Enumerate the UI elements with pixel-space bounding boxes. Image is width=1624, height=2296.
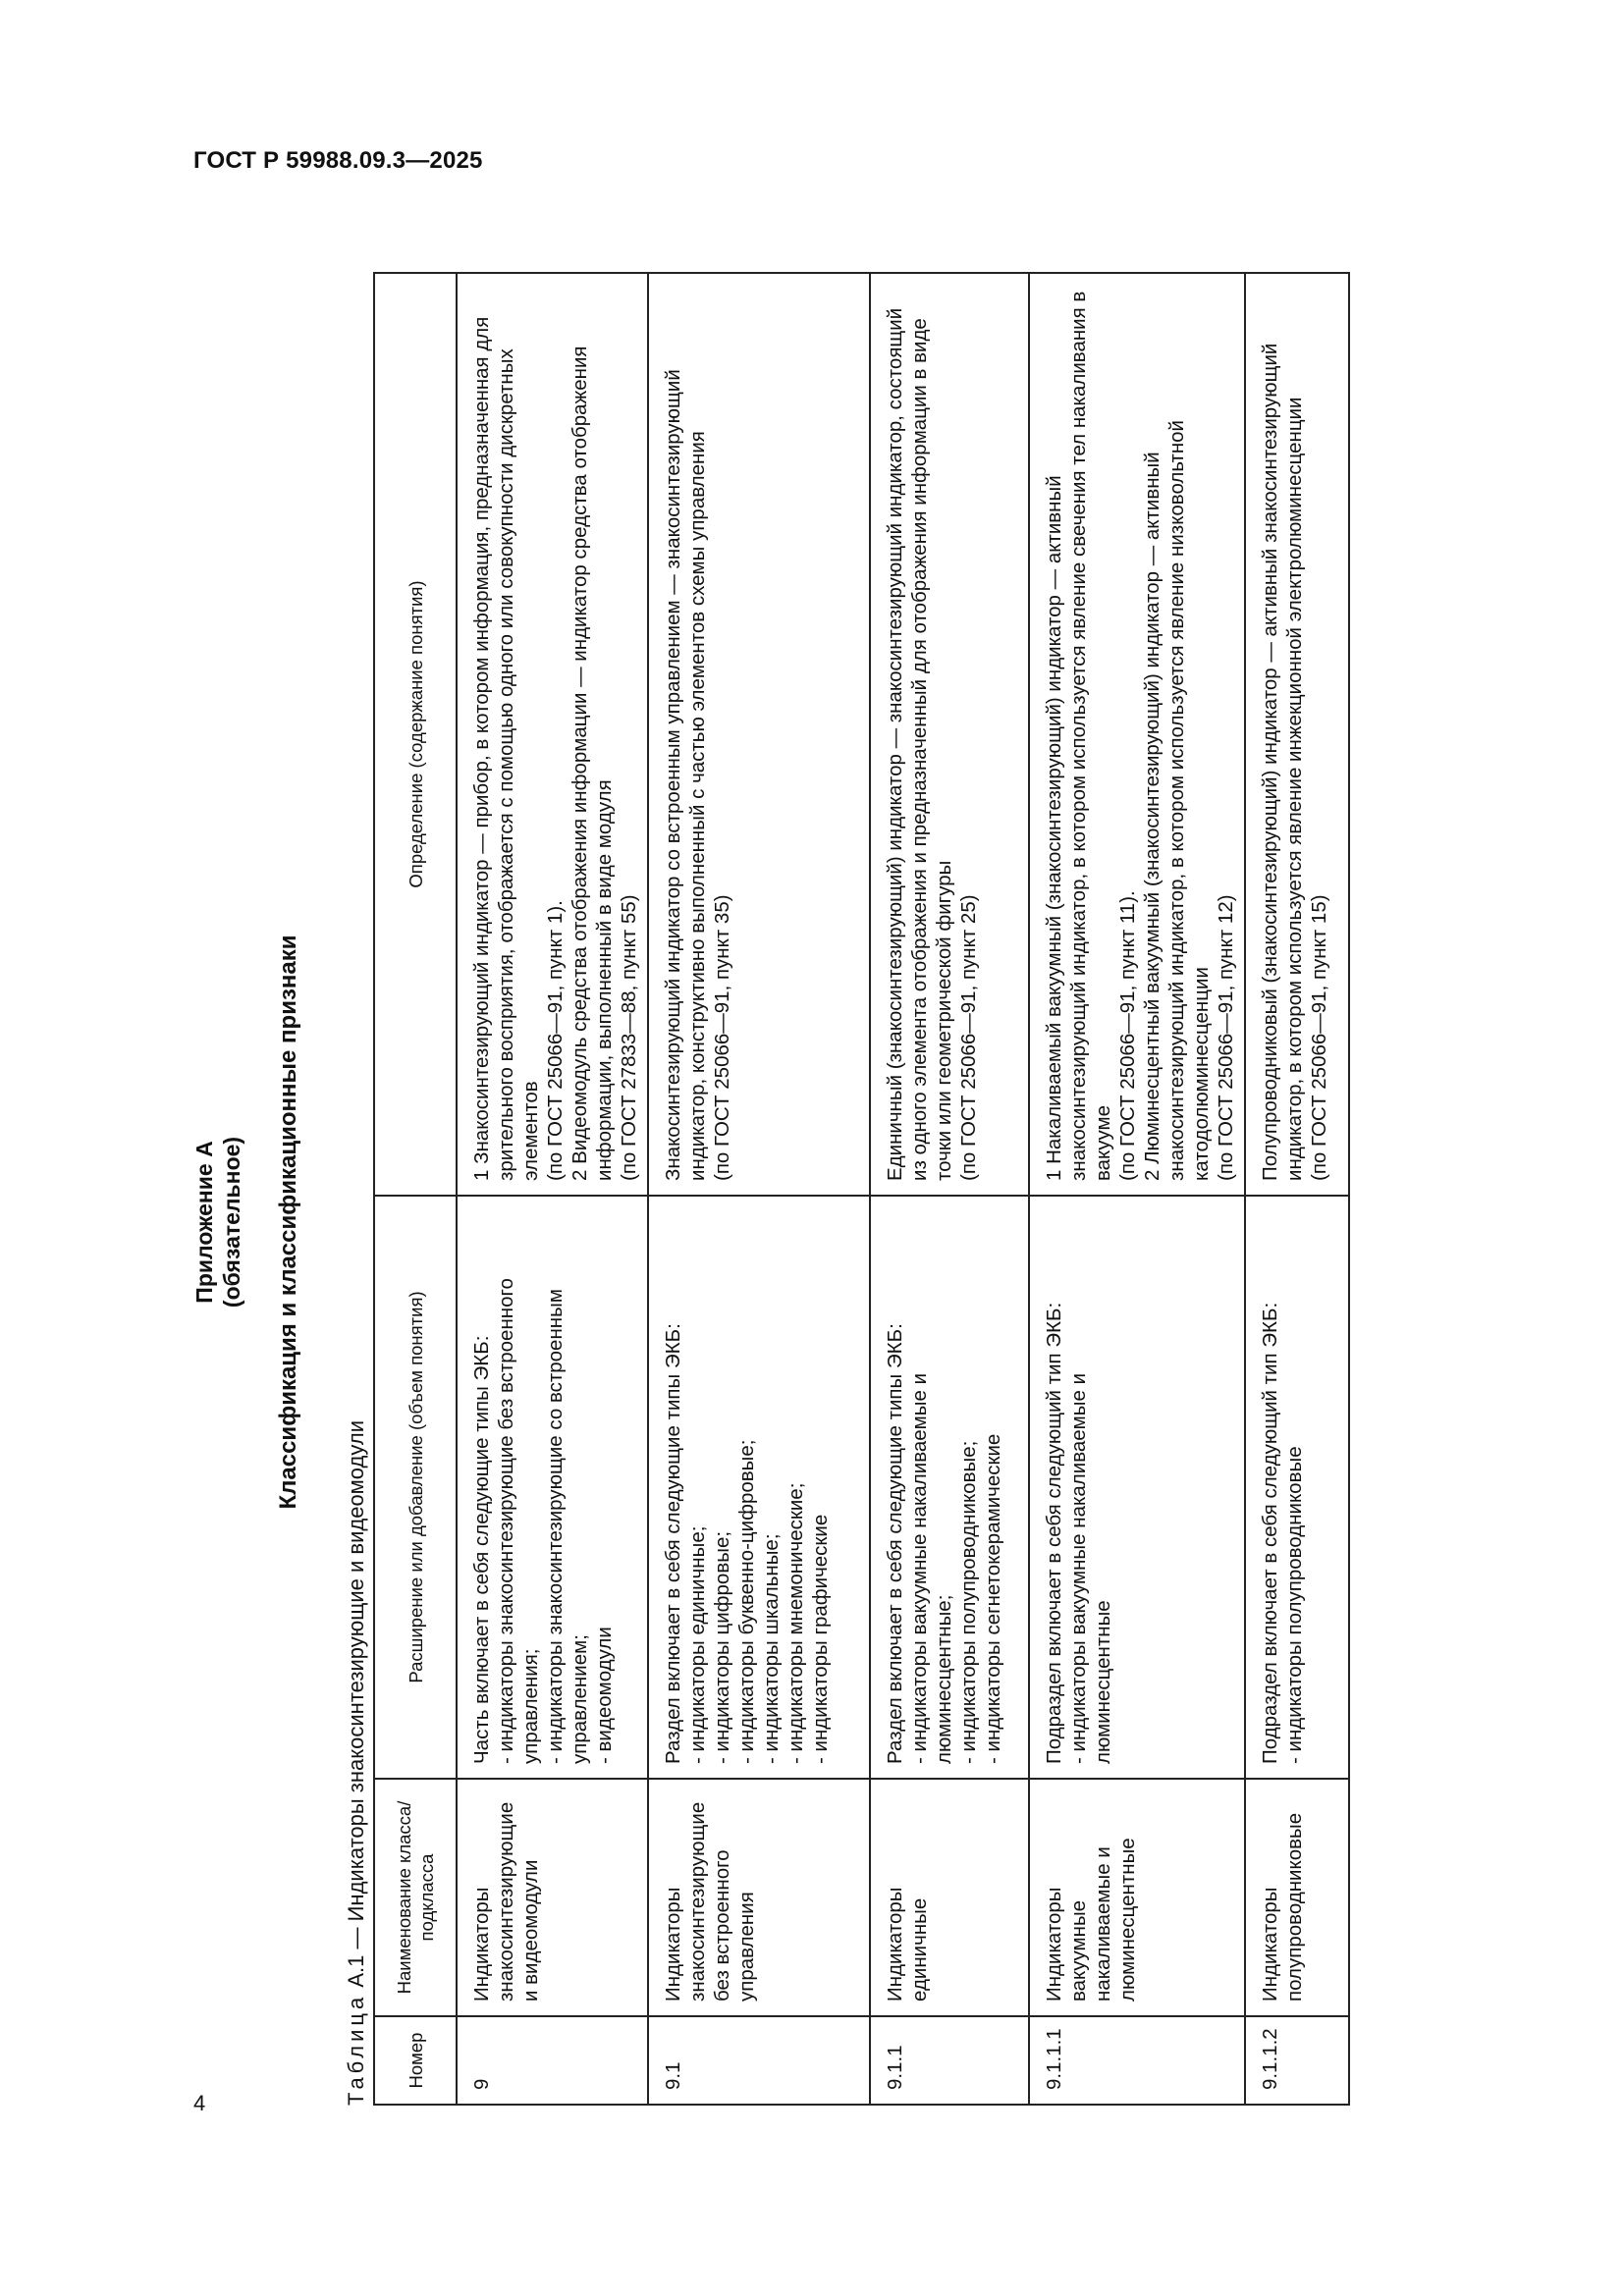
rotated-content: [177, 0, 1502, 2135]
row-name: Индикаторы знакосинтезирующие и видеомодули: [457, 1779, 648, 2016]
table-caption-prefix: Таблица: [344, 1993, 368, 2106]
extension-line: - индикаторы сегнетокерамические: [982, 1433, 1004, 1764]
extension-line: - индикаторы знакосинтезирующие без встроенного управления;: [495, 1278, 542, 1764]
table-caption: [344, 1420, 369, 2106]
definition-line: 2 Люминесцентный вакуумный (знакосинтезирующий) индикатор — активный знакосинтезирующий индикатор, в котором используется явление низковольтной катодолюминесценции: [1141, 419, 1213, 1181]
row-number: 9: [457, 2016, 648, 2105]
extension-line: - индикаторы вакуумные накаливаемые и люминесцентные: [1067, 1372, 1114, 1764]
extension-line: - индикаторы полупроводниковые: [1283, 1446, 1306, 1764]
extension-line: - индикаторы мнемонические;: [785, 1482, 807, 1764]
extension-line: - индикаторы вакуумные накаливаемые и люминесцентные;: [908, 1372, 955, 1764]
extension-line: Подраздел включает в себя следующий тип ЭКБ:: [1043, 1302, 1065, 1764]
row-definition: [1029, 273, 1245, 1196]
row-name: Индикаторы единичные: [870, 1779, 1029, 2016]
column-header-number: Номер: [374, 2016, 457, 2105]
extension-line: Подраздел включает в себя следующий тип ЭКБ:: [1259, 1302, 1281, 1764]
definition-line: Единичный (знакосинтезирующий) индикатор — знакосинтезирующий индикатор, состоящий из одного элемента отображения и предназначенный для отображения информации в виде точки или геометрической фигуры: [884, 307, 955, 1181]
extension-line: - индикаторы буквенно-цифровые;: [735, 1439, 758, 1764]
row-extension: [1029, 1196, 1245, 1779]
annex-title: Приложение А: [191, 1141, 217, 1304]
classification-table: [373, 272, 1350, 2106]
row-extension: [870, 1196, 1029, 1779]
row-name: Индикаторы полупроводниковые: [1245, 1779, 1349, 2016]
row-number: 9.1.1.1: [1029, 2016, 1245, 2105]
definition-line: (по ГОСТ 25066—91, пункт 15): [1308, 894, 1330, 1181]
table-row: [457, 273, 648, 2105]
extension-line: - видеомодули: [593, 1627, 616, 1764]
section-title: Классификация и классификационные признаки: [275, 934, 301, 1510]
definition-line: 1 Накаливаемый вакуумный (знакосинтезирующий) индикатор — активный знакосинтезирующий индикатор, в котором используется явление свечения тел накаливания в вакууме: [1043, 291, 1114, 1181]
table-caption-text: А.1 — Индикаторы знакосинтезирующие и видеомодули: [344, 1419, 368, 1994]
table-row: [1029, 273, 1245, 2105]
column-header-name: Наименование класса/подкласса: [374, 1779, 457, 2016]
definition-line: (по ГОСТ 27833—88, пункт 55): [618, 894, 640, 1181]
definition-line: (по ГОСТ 25066—91, пункт 25): [957, 894, 980, 1181]
row-number: 9.1.1: [870, 2016, 1029, 2105]
table-row: [648, 273, 870, 2105]
extension-line: Часть включает в себя следующие типы ЭКБ:: [470, 1335, 493, 1764]
column-header-extension: Расширение или добавление (объем понятия): [374, 1196, 457, 1779]
table-header-row: [374, 273, 457, 2105]
document-header: ГОСТ Р 59988.09.3—2025: [193, 147, 483, 174]
extension-line: - индикаторы знакосинтезирующие со встроенным управлением;: [544, 1289, 591, 1764]
row-definition: [648, 273, 870, 1196]
table-row: [1245, 273, 1349, 2105]
definition-line: Полупроводниковый (знакосинтезирующий) индикатор — активный знакосинтезирующий индикатор, в котором используется явление инжекционной электролюминесценции: [1259, 343, 1306, 1181]
row-definition: [457, 273, 648, 1196]
row-extension: [457, 1196, 648, 1779]
extension-line: Раздел включает в себя следующие типы ЭКБ:: [662, 1323, 684, 1764]
column-header-definition: Определение (содержание понятия): [374, 273, 457, 1196]
row-name: Индикаторы вакуумные накаливаемые и люминесцентные: [1029, 1779, 1245, 2016]
row-name: Индикаторы знакосинтезирующие без встроенного управления: [648, 1779, 870, 2016]
annex-status: (обязательное): [219, 1136, 244, 1308]
row-extension: [648, 1196, 870, 1779]
row-number: 9.1: [648, 2016, 870, 2105]
extension-line: - индикаторы цифровые;: [711, 1530, 733, 1764]
page-number: 4: [193, 2091, 206, 2115]
row-number: 9.1.1.2: [1245, 2016, 1349, 2105]
row-extension: [1245, 1196, 1349, 1779]
definition-line: (по ГОСТ 25066—91, пункт 1).: [544, 900, 567, 1181]
row-definition: [870, 273, 1029, 1196]
definition-line: 1 Знакосинтезирующий индикатор — прибор, в котором информация, предназначенная для зрительного восприятия, отображается с помощью одного или совокупности дискретных элементов: [470, 316, 542, 1181]
row-definition: [1245, 273, 1349, 1196]
extension-line: - индикаторы графические: [809, 1514, 832, 1764]
definition-line: 2 Видеомодуль средства отображения информации — индикатор средства отображения информации, выполненный в виде модуля: [568, 346, 616, 1181]
definition-line: Знакосинтезирующий индикатор со встроенным управлением — знакосинтезирующий индикатор, конструктивно выполненный с частью элементов схемы управления: [662, 369, 709, 1181]
definition-line: (по ГОСТ 25066—91, пункт 12): [1215, 894, 1237, 1181]
extension-line: - индикаторы единичные;: [686, 1525, 709, 1764]
table-row: [870, 273, 1029, 2105]
definition-line: (по ГОСТ 25066—91, пункт 35): [711, 894, 733, 1181]
extension-line: Раздел включает в себя следующие типы ЭКБ:: [884, 1323, 906, 1764]
extension-line: - индикаторы полупроводниковые;: [957, 1440, 980, 1764]
definition-line: (по ГОСТ 25066—91, пункт 11).: [1116, 890, 1139, 1181]
extension-line: - индикаторы шкальные;: [760, 1533, 783, 1764]
